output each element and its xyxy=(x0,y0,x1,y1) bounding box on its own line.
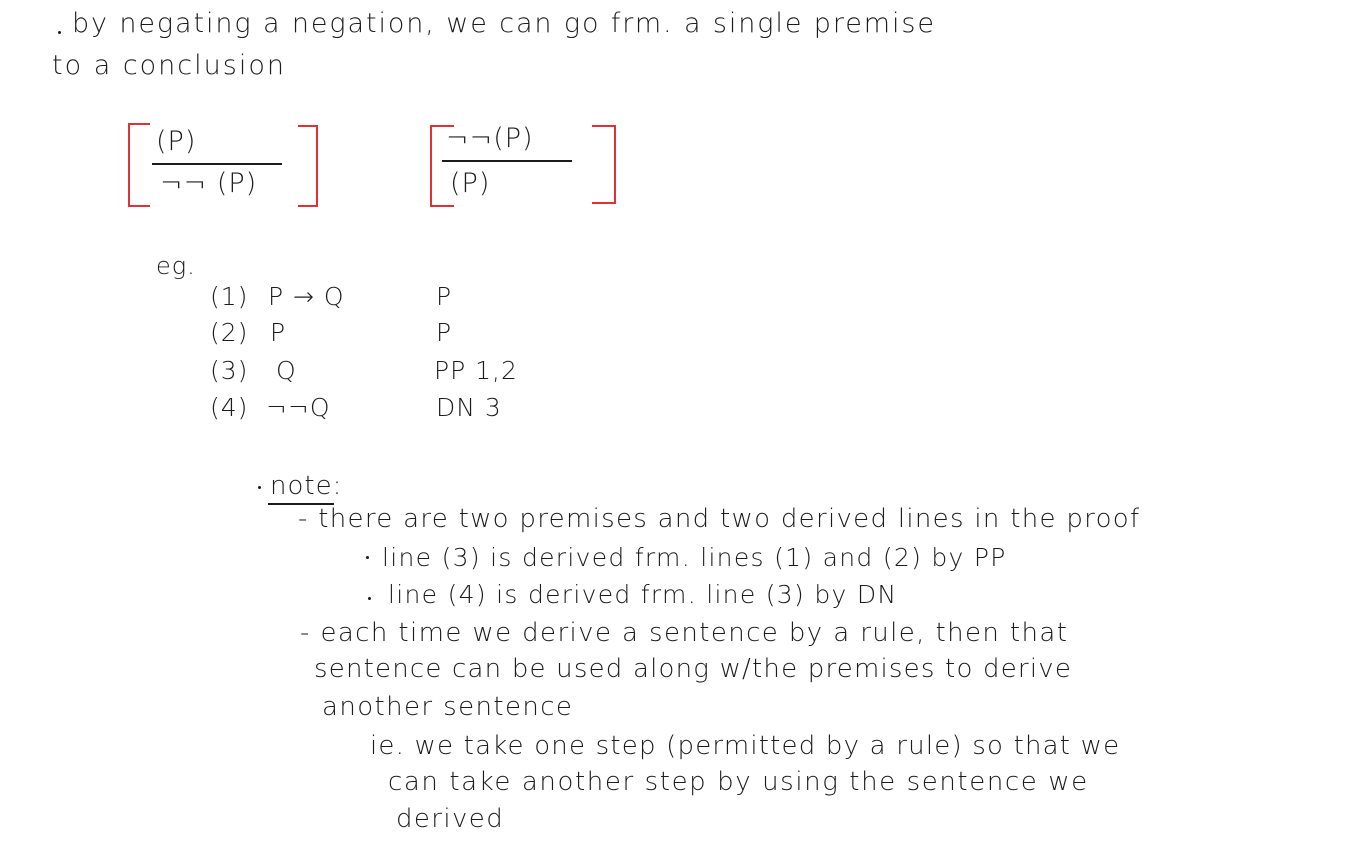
note-point-1-sub-1: line (3) is derived frm. lines (1) and (2) by PP xyxy=(382,543,1007,572)
note-point-2-line-2: sentence can be used along w/the premises to derive xyxy=(314,654,1073,684)
note-point-2-line-3: another sentence xyxy=(322,692,574,722)
line-justification: P xyxy=(436,282,453,311)
right-bracket xyxy=(592,125,616,204)
intro-line-1: by negating a negation, we can go frm. a single premise xyxy=(72,8,936,39)
rule-premise: ¬¬(P) xyxy=(446,123,534,154)
example-label: eg. xyxy=(156,252,196,280)
left-bracket xyxy=(128,123,150,207)
line-formula: P xyxy=(270,318,287,347)
note-point-1-sub-2: line (4) is derived frm. line (3) by DN xyxy=(388,580,898,609)
line-justification: PP 1,2 xyxy=(434,356,518,385)
rule-conclusion: ¬¬ (P) xyxy=(160,168,258,199)
line-number: (3) xyxy=(210,356,249,385)
line-justification: P xyxy=(436,318,453,347)
note-bullet xyxy=(258,486,261,489)
line-number: (2) xyxy=(210,318,249,347)
rule-conclusion: (P) xyxy=(450,168,491,199)
sub-bullet xyxy=(368,597,371,600)
line-number: (1) xyxy=(210,282,249,311)
intro-bullet xyxy=(58,31,61,34)
note-point-1: - there are two premises and two derived lines in the proof xyxy=(298,504,1141,534)
intro-line-2: to a conclusion xyxy=(52,50,286,81)
right-bracket xyxy=(298,125,318,207)
line-number: (4) xyxy=(210,393,249,422)
rule-premise: (P) xyxy=(156,126,197,157)
line-formula: P → Q xyxy=(268,282,345,311)
line-formula: Q xyxy=(276,356,297,385)
inference-line xyxy=(442,160,572,162)
note-point-2-line-1: - each time we derive a sentence by a rule, then that xyxy=(300,618,1069,648)
ie-line-3: derived xyxy=(396,804,505,834)
ie-line-2: can take another step by using the sentence we xyxy=(388,767,1089,797)
line-justification: DN 3 xyxy=(436,393,502,422)
note-heading: note: xyxy=(270,471,343,501)
line-formula: ¬¬Q xyxy=(266,393,331,422)
ie-line-1: ie. we take one step (permitted by a rule) so that we xyxy=(370,731,1121,761)
inference-line xyxy=(152,163,282,165)
sub-bullet xyxy=(366,556,369,559)
